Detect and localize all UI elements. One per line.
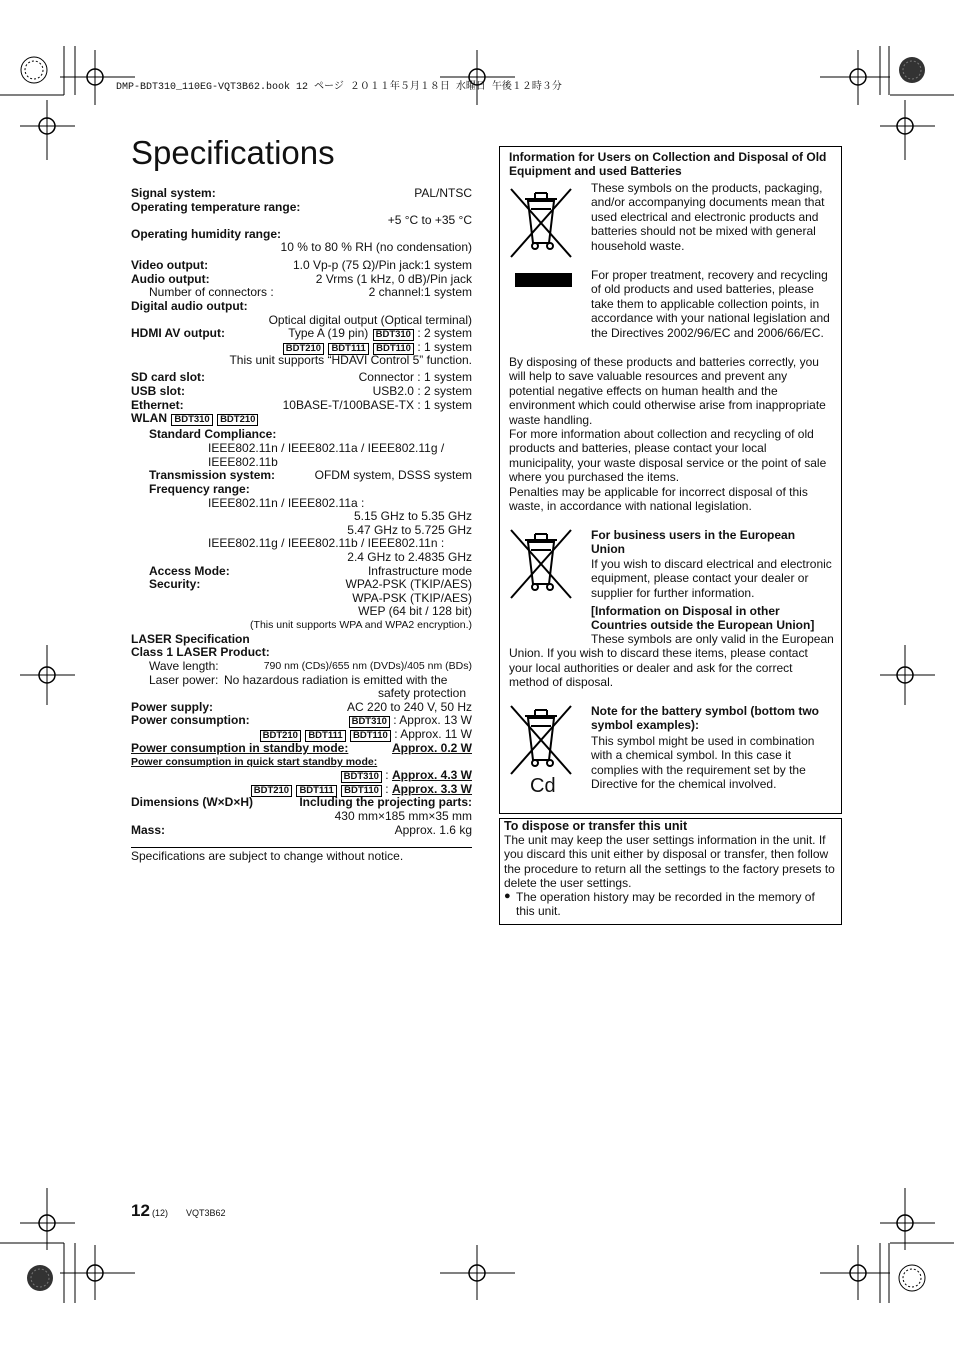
black-bar-symbol [515, 273, 572, 287]
digital-audio-label: Digital audio output: [131, 299, 248, 313]
security-note: (This unit supports WPA and WPA2 encryption.) [250, 619, 472, 631]
video-output-value: 1.0 Vp-p (75 Ω)/Pin jack:1 system [292, 258, 472, 272]
transfer-bullet-text: The operation history may be recorded in the memory of this unit. [516, 890, 815, 919]
hdmi-note: This unit supports “HDAVI Control 5” function. [229, 353, 472, 367]
transfer-title: To dispose or transfer this unit [504, 819, 688, 833]
dimensions-sublabel: Including the projecting parts: [299, 795, 472, 809]
security-label: Security: [149, 577, 201, 591]
hdmi-output-value-2: BDT210 BDT111 BDT110 : 1 system [282, 340, 472, 355]
op-humidity-value: 10 % to 80 % RH (no condensation) [280, 240, 472, 254]
wave-length-value: 790 nm (CDs)/655 nm (DVDs)/405 nm (BDs) [263, 660, 472, 672]
transmission-value: OFDM system, DSSS system [314, 468, 472, 482]
power-consumption-value-1: BDT310 : Approx. 13 W [348, 713, 472, 728]
audio-output-label: Audio output: [131, 272, 210, 286]
op-temp-label: Operating temperature range: [131, 200, 301, 214]
other-countries-title: [Information on Disposal in other Countries outside the European Union] [591, 604, 815, 633]
laser-power-value-2: safety protection [377, 686, 466, 700]
usb-slot-value: USB2.0 : 2 system [372, 384, 472, 398]
disposal-title: Information for Users on Collection and Disposal of Old Equipment and used Batteries [509, 150, 827, 179]
sd-slot-value: Connector : 1 system [358, 370, 472, 384]
frequency-a-value-2: 5.47 GHz to 5.725 GHz [347, 523, 472, 537]
power-consumption-label: Power consumption: [131, 713, 250, 727]
standard-compliance-value-1: IEEE802.11n / IEEE802.11a / IEEE802.11g / [208, 441, 445, 455]
model-tag: BDT210 [251, 785, 292, 797]
quick-start-power-label: Power consumption in quick start standby mode: [131, 756, 378, 768]
specs-footer-note: Specifications are subject to change without notice. [131, 849, 404, 863]
disposal-para-3: By disposing of these products and batteries correctly, you will help to save valuable resources and prevent any potential negative effects on human health and the environment which could otherwise arise from inappropriate waste handling. [509, 355, 826, 427]
page-title: Specifications [131, 134, 335, 171]
specs-divider [131, 847, 472, 848]
standard-compliance-label: Standard Compliance: [149, 427, 277, 441]
connectors-label: Number of connectors : [149, 285, 274, 299]
model-tag: BDT110 [350, 730, 391, 742]
laser-power-value-1: No hazardous radiation is emitted with the [224, 673, 448, 687]
laser-class-label: Class 1 LASER Product: [131, 645, 270, 659]
hdmi-output-label: HDMI AV output: [131, 326, 225, 340]
bullet-icon: ● [504, 890, 511, 902]
disposal-para-2: For proper treatment, recovery and recycling of old products and used batteries, please take them to applicable collection points, in accordance with your national legislation and the Directives 2002/96/EC and 2006/66/EC. [591, 268, 830, 340]
power-supply-value: AC 220 to 240 V, 50 Hz [347, 700, 472, 714]
ethernet-value: 10BASE-T/100BASE-TX : 1 system [282, 398, 472, 412]
disposal-para-1: These symbols on the products, packaging, and/or accompanying documents mean that used electrical and electronic products and batteries should not be mixed with general household waste. [591, 181, 825, 253]
power-consumption-value-2: BDT210 BDT111 BDT110 : Approx. 11 W [259, 727, 472, 742]
audio-output-value: 2 Vrms (1 kHz, 0 dB)/Pin jack [315, 272, 472, 286]
cadmium-symbol: Cd [530, 775, 556, 797]
disposal-para-4: For more information about collection and recycling of old products and batteries, please contact your local municipality, your waste disposal service or the point of sale where you purchased the items. [509, 427, 827, 485]
wave-length-label: Wave length: [149, 659, 219, 673]
access-mode-value: Infrastructure mode [367, 564, 472, 578]
battery-symbol-text: This symbol might be used in combination with a chemical symbol. In this case it complies with the requirement set by the Directive for the chemical involved. [591, 734, 815, 792]
file-header-line: DMP-BDT310_110EG-VQT3B62.book 12 ページ ２０１１年５月１８日 水曜日 午後１２時３分 [116, 82, 562, 93]
video-output-label: Video output: [131, 258, 209, 272]
security-value-3: WEP (64 bit / 128 bit) [358, 604, 472, 618]
frequency-label: Frequency range: [149, 482, 250, 496]
other-countries-text: These symbols are only valid in the European Union. If you wish to discard these items, please contact your local authorities or dealer and ask for the correct method of disposal. [509, 632, 834, 690]
access-mode-label: Access Mode: [149, 564, 230, 578]
crossed-out-bin-icon [507, 700, 577, 778]
business-users-title: For business users in the European Union [591, 528, 796, 557]
quick-start-power-value-2: BDT210 BDT111 BDT110 : Approx. 3.3 W [250, 782, 472, 797]
model-tag: BDT310 [171, 414, 212, 426]
doc-code: VQT3B62 [186, 1208, 226, 1218]
standard-compliance-value-2: IEEE802.11b [208, 455, 278, 469]
model-tag: BDT210 [217, 414, 258, 426]
frequency-g-value: 2.4 GHz to 2.4835 GHz [347, 550, 472, 564]
mass-value: Approx. 1.6 kg [394, 823, 472, 837]
page-number: 12 [131, 1201, 150, 1220]
quick-start-power-value-1: BDT310 : Approx. 4.3 W [340, 768, 472, 783]
model-tag: BDT110 [373, 343, 414, 355]
op-temp-value: +5 °C to +35 °C [387, 213, 472, 227]
model-tag: BDT310 [341, 771, 382, 783]
mass-label: Mass: [131, 823, 166, 837]
model-tag: BDT110 [341, 785, 382, 797]
transfer-text: The unit may keep the user settings information in the unit. If you discard this unit either by disposal or transfer, then follow the procedure to return all the settings to the factory presets to delete the user settings. [504, 833, 835, 891]
standby-power-value: Approx. 0.2 W [391, 741, 472, 755]
transmission-label: Transmission system: [149, 468, 276, 482]
model-tag: BDT111 [296, 785, 336, 797]
connectors-value: 2 channel:1 system [368, 285, 472, 299]
frequency-a-label: IEEE802.11n / IEEE802.11a : [208, 496, 365, 510]
frequency-g-label: IEEE802.11g / IEEE802.11b / IEEE802.11n : [208, 536, 445, 550]
business-users-text: If you wish to discard electrical and electronic equipment, please contact your dealer or supplier for further information. [591, 557, 832, 600]
battery-symbol-title: Note for the battery symbol (bottom two symbol examples): [591, 704, 819, 733]
page-number-sub: (12) [152, 1208, 169, 1218]
frequency-a-value-1: 5.15 GHz to 5.35 GHz [353, 509, 472, 523]
dimensions-value: 430 mm×185 mm×35 mm [334, 809, 472, 823]
hdmi-output-value-1: Type A (19 pin) BDT310 : 2 system [288, 326, 472, 340]
laser-spec-label: LASER Specification [131, 632, 250, 646]
usb-slot-label: USB slot: [131, 384, 185, 398]
wlan-label: WLAN BDT310 BDT210 [131, 411, 258, 426]
laser-power-label: Laser power: [149, 673, 219, 687]
specifications-list [131, 186, 472, 846]
disposal-para-5: Penalties may be applicable for incorrect disposal of this waste, in accordance with national legislation. [509, 485, 808, 514]
model-tag: BDT310 [373, 329, 414, 341]
model-tag: BDT210 [260, 730, 301, 742]
model-tag: BDT111 [305, 730, 345, 742]
security-value-2: WPA-PSK (TKIP/AES) [352, 591, 472, 605]
power-supply-label: Power supply: [131, 700, 214, 714]
model-tag: BDT210 [283, 343, 324, 355]
model-tag: BDT310 [349, 716, 390, 728]
crossed-out-bin-icon [507, 524, 577, 602]
signal-system-value: PAL/NTSC [414, 186, 472, 200]
dimensions-label: Dimensions (W×D×H) [131, 795, 254, 809]
ethernet-label: Ethernet: [131, 398, 184, 412]
standby-power-label: Power consumption in standby mode: [131, 741, 349, 755]
op-humidity-label: Operating humidity range: [131, 227, 282, 241]
signal-system-label: Signal system: [131, 186, 216, 200]
sd-slot-label: SD card slot: [131, 370, 206, 384]
security-value-1: WPA2-PSK (TKIP/AES) [345, 577, 472, 591]
digital-audio-value: Optical digital output (Optical terminal) [268, 313, 472, 327]
crossed-out-bin-icon [507, 183, 577, 261]
model-tag: BDT111 [328, 343, 368, 355]
